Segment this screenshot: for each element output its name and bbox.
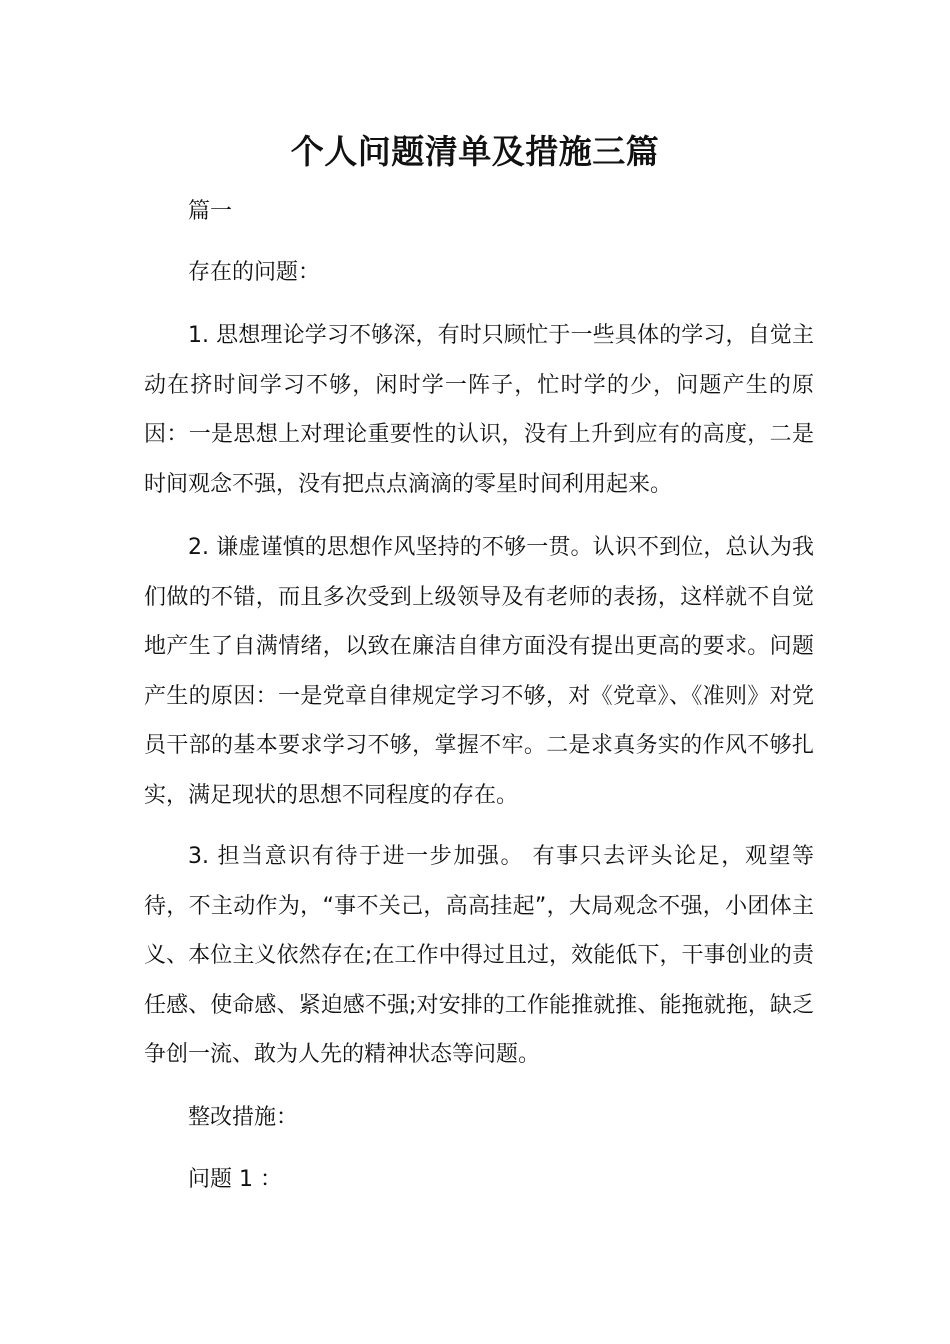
problem-paragraph-3: 3. 担当意识有待于进一步加强。 有事只去评头论足，观望等待，不主动作为，“事不关己，高高挂起”，大局观念不强，小团体主义、本位主义依然存在;在工作中得过且过，效能低下，干事创业的责任感、使命感、紧迫感不强;对安排的工作能推就推、能拖就拖，缺乏争创一流、敢为人先的精神状态等问题。 — [144, 844, 814, 1067]
problem-paragraph-1: 1. 思想理论学习不够深，有时只顾忙于一些具体的学习，自觉主动在挤时间学习不够，闲时学一阵子，忙时学的少，问题产生的原因：一是思想上对理论重要性的认识，没有上升到应有的高度，二是时间观念不强，没有把点点滴滴的零星时间利用起来。 — [144, 323, 814, 497]
problems-heading: 存在的问题： — [188, 260, 321, 285]
document-title: 个人问题清单及措施三篇 — [290, 132, 660, 171]
section-label: 篇一 — [188, 199, 233, 224]
measures-heading: 整改措施： — [188, 1105, 299, 1130]
problem-paragraph-2: 2. 谦虚谨慎的思想作风坚持的不够一贯。认识不到位，总认为我们做的不错，而且多次受到上级领导及有老师的表扬，这样就不自觉地产生了自满情绪，以致在廉洁自律方面没有提出更高的要求。问题产生的原因：一是党章自律规定学习不够，对《党章》、《准则》对党员干部的基本要求学习不够，掌握不牢。二是求真务实的作风不够扎实，满足现状的思想不同程度的存在。 — [144, 535, 814, 808]
question-label: 问题 1 ： — [188, 1167, 282, 1192]
